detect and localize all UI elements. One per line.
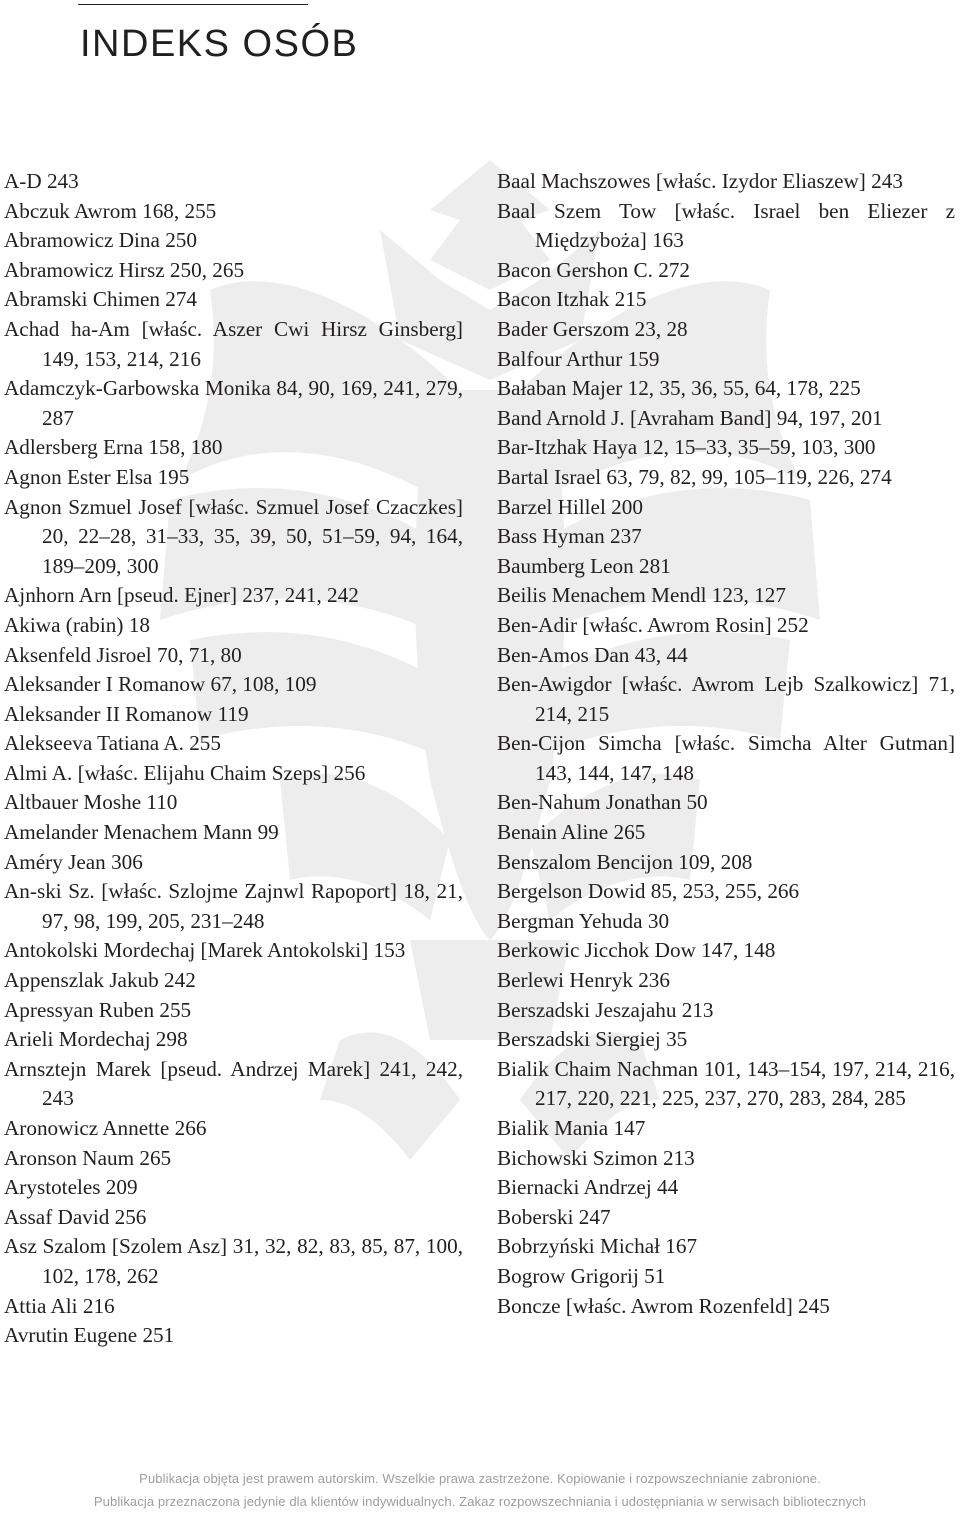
index-entry: Berkowic Jicchok Dow 147, 148 bbox=[497, 938, 776, 963]
index-entry: Baumberg Leon 281 bbox=[497, 553, 671, 578]
index-entry: Band Arnold J. [Avraham Band] 94, 197, 201 bbox=[497, 405, 883, 430]
index-entry: Abramski Chimen 274 bbox=[4, 287, 198, 312]
index-entry: Berszadski Siergiej 35 bbox=[497, 1027, 688, 1052]
index-entry: Aronson Naum 265 bbox=[4, 1145, 172, 1170]
index-entry: Akiwa (rabin) 18 bbox=[4, 612, 150, 637]
index-entry: A-D 243 bbox=[4, 169, 79, 193]
index-entry: Boberski 247 bbox=[497, 1204, 611, 1229]
index-entry: Baal Machszowes [właśc. Izydor Eliaszew] 243 bbox=[497, 169, 903, 193]
index-column-left bbox=[4, 167, 463, 1351]
index-entry: Bichowski Szimon 213 bbox=[497, 1145, 695, 1170]
page-title: INDEKS OSÓB bbox=[80, 23, 359, 65]
index-entry: Bader Gerszom 23, 28 bbox=[497, 316, 688, 341]
index-entry: Bobrzyński Michał 167 bbox=[497, 1234, 698, 1259]
index-entry: Antokolski Mordechaj [Marek Antokolski] 153 bbox=[4, 938, 406, 963]
copyright-notice: Publikacja objęta jest prawem autorskim. Wszelkie prawa zastrzeżone. Kopiowanie i rozpowszechnianie zabronione. bbox=[139, 1471, 821, 1486]
index-entry: Biernacki Andrzej 44 bbox=[497, 1175, 679, 1200]
index-entry: Arieli Mordechaj 298 bbox=[4, 1027, 188, 1052]
index-entry: Bass Hyman 237 bbox=[497, 524, 642, 549]
index-entry: Ben-Adir [właśc. Awrom Rosin] 252 bbox=[497, 612, 809, 637]
index-entry: Adamczyk-Garbowska Monika 84, 90, 169, 241, 279, 287 bbox=[4, 376, 463, 430]
index-entry: Appenszlak Jakub 242 bbox=[4, 968, 196, 993]
index-entry: Bialik Chaim Nachman 101, 143–154, 197, 214, 216, 217, 220, 221, 225, 237, 270, 283, 284, 285 bbox=[497, 1056, 955, 1111]
index-entry: Bergelson Dowid 85, 253, 255, 266 bbox=[497, 879, 800, 904]
index-entry: An-ski Sz. [właśc. Szlojme Zajnwl Rapoport] 18, 21, 97, 98, 199, 205, 231–248 bbox=[4, 879, 463, 933]
index-entry: Bacon Itzhak 215 bbox=[497, 287, 647, 312]
index-entry: Asz Szalom [Szolem Asz] 31, 32, 82, 83, 85, 87, 100, 102, 178, 262 bbox=[4, 1234, 463, 1288]
index-entry: Achad ha-Am [właśc. Aszer Cwi Hirsz Ginsberg] 149, 153, 214, 216 bbox=[4, 316, 463, 371]
index-entry: Aronowicz Annette 266 bbox=[4, 1116, 207, 1140]
index-entry: Alekseeva Tatiana A. 255 bbox=[4, 731, 221, 756]
index-entry: Altbauer Moshe 110 bbox=[4, 790, 178, 815]
index-entry: Benain Aline 265 bbox=[497, 820, 646, 845]
index-entry: Benszalom Bencijon 109, 208 bbox=[497, 849, 753, 874]
index-entry: Ben-Cijon Simcha [właśc. Simcha Alter Gutman] 143, 144, 147, 148 bbox=[497, 731, 955, 785]
index-entry: Abramowicz Hirsz 250, 265 bbox=[4, 257, 245, 282]
index-entry: Berlewi Henryk 236 bbox=[497, 968, 670, 993]
index-entry: Ben-Amos Dan 43, 44 bbox=[497, 642, 688, 667]
index-column-right bbox=[497, 167, 955, 1321]
index-entry: Berszadski Jeszajahu 213 bbox=[497, 997, 714, 1022]
distribution-notice: Publikacja przeznaczona jedynie dla klientów indywidualnych. Zakaz rozpowszechniania i udostępniania w serwisach bibliotecznych bbox=[93, 1494, 867, 1509]
index-entry: Abramowicz Dina 250 bbox=[4, 228, 197, 253]
index-entry: Bialik Mania 147 bbox=[497, 1116, 646, 1140]
index-entry: Ben-Nahum Jonathan 50 bbox=[497, 790, 708, 815]
index-entry: Bacon Gershon C. 272 bbox=[497, 257, 691, 282]
index-entry: Attia Ali 216 bbox=[4, 1293, 115, 1318]
index-entry: Aleksander II Romanow 119 bbox=[4, 701, 249, 726]
index-entry: Arystoteles 209 bbox=[4, 1175, 138, 1200]
index-entry: Arnsztejn Marek [pseud. Andrzej Marek] 241, 242, 243 bbox=[4, 1056, 463, 1111]
index-entry: Agnon Ester Elsa 195 bbox=[4, 464, 190, 489]
index-entry: Balfour Arthur 159 bbox=[497, 346, 660, 371]
index-entry: Ajnhorn Arn [pseud. Ejner] 237, 241, 242 bbox=[4, 583, 359, 608]
index-entry: Aksenfeld Jisroel 70, 71, 80 bbox=[4, 642, 242, 667]
index-entry: Assaf David 256 bbox=[4, 1204, 147, 1229]
index-entry: Aleksander I Romanow 67, 108, 109 bbox=[4, 672, 317, 697]
index-entry: Amelander Menachem Mann 99 bbox=[4, 820, 279, 845]
index-entry: Adlersberg Erna 158, 180 bbox=[4, 435, 223, 460]
index-entry: Avrutin Eugene 251 bbox=[4, 1323, 175, 1348]
index-entry: Beilis Menachem Mendl 123, 127 bbox=[497, 583, 786, 608]
index-entry: Abczuk Awrom 168, 255 bbox=[4, 198, 217, 223]
index-entry: Almi A. [właśc. Elijahu Chaim Szeps] 256 bbox=[4, 760, 366, 785]
top-rule bbox=[78, 4, 308, 5]
index-entry: Barzel Hillel 200 bbox=[497, 494, 643, 519]
index-entry: Boncze [właśc. Awrom Rozenfeld] 245 bbox=[497, 1293, 830, 1318]
index-entry: Bogrow Grigorij 51 bbox=[497, 1263, 666, 1288]
index-entry: Ben-Awigdor [właśc. Awrom Lejb Szalkowicz] 71, 214, 215 bbox=[497, 672, 955, 726]
index-entry: Améry Jean 306 bbox=[4, 849, 143, 874]
index-entry: Bartal Israel 63, 79, 82, 99, 105–119, 226, 274 bbox=[497, 464, 892, 489]
index-entry: Apressyan Ruben 255 bbox=[4, 997, 192, 1022]
index-entry: Bałaban Majer 12, 35, 36, 55, 64, 178, 225 bbox=[497, 376, 861, 401]
index-entry: Baal Szem Tow [właśc. Israel ben Eliezer z Międzyboża] 163 bbox=[497, 198, 955, 253]
index-entry: Agnon Szmuel Josef [właśc. Szmuel Josef Czaczkes] 20, 22–28, 31–33, 35, 39, 50, 51–59, 94, 164, 189–209, 300 bbox=[4, 494, 463, 578]
index-entry: Bar-Itzhak Haya 12, 15–33, 35–59, 103, 300 bbox=[497, 435, 876, 460]
index-entry: Bergman Yehuda 30 bbox=[497, 908, 670, 933]
